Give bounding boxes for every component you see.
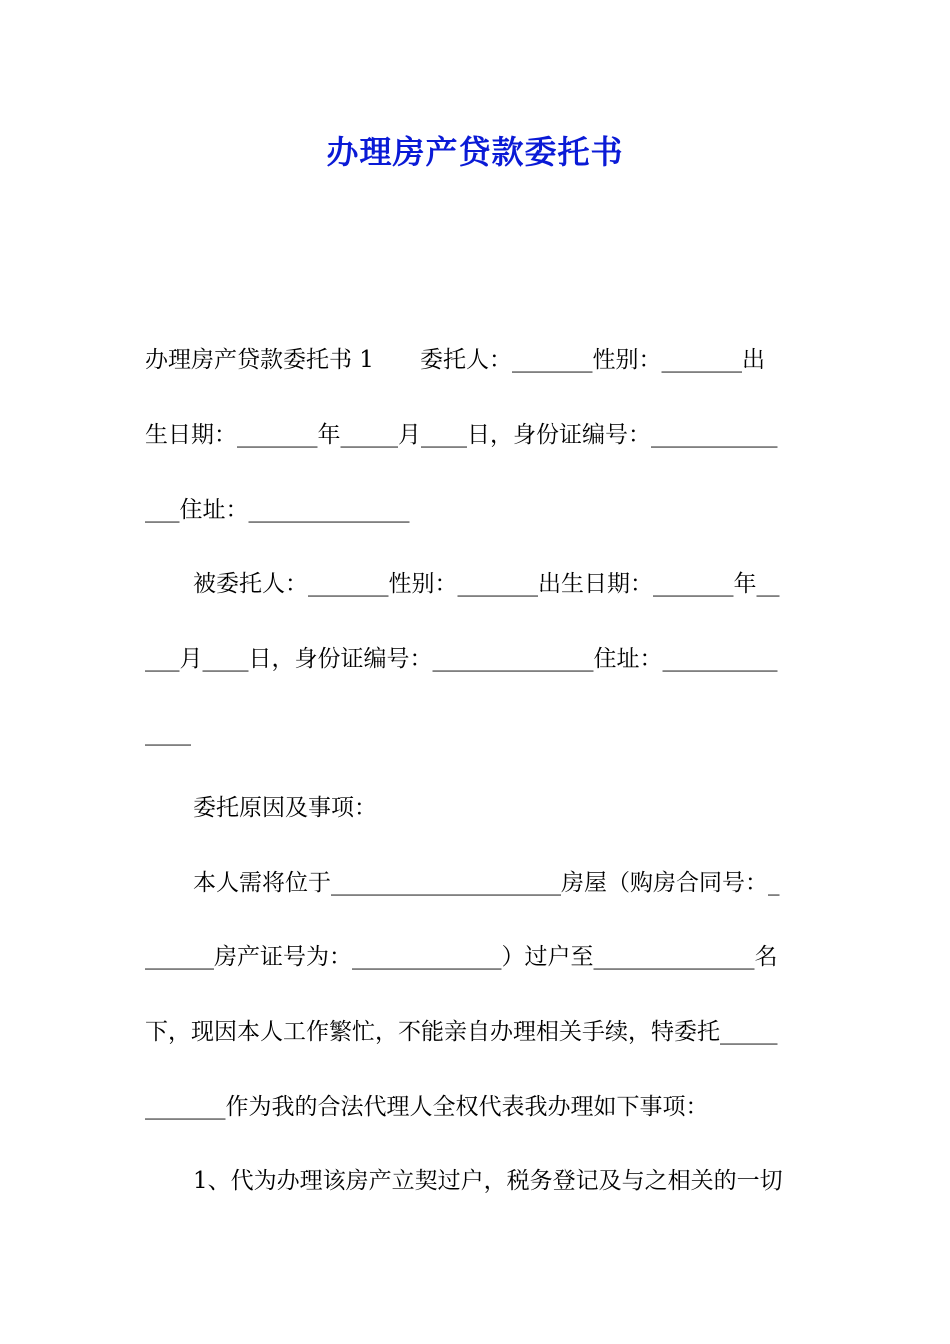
document-title: 办理房产贷款委托书	[326, 133, 624, 171]
text-line-1: 办理房产贷款委托书 1 委托人：_______性别：_______出	[145, 347, 765, 373]
text-line-5: ___月____日，身份证编号：______________住址：__________	[145, 646, 778, 672]
text-line-4: 被委托人：_______性别：_______出生日期：_______年__	[193, 571, 780, 597]
text-line-9: ______房产证号为：_____________）过户至______________名	[145, 944, 778, 970]
text-line-11: _______作为我的合法代理人全权代表我办理如下事项：	[145, 1094, 709, 1120]
text-line-12: 1、代为办理该房产立契过户，税务登记及与之相关的一切	[193, 1168, 783, 1194]
text-line-8: 本人需将位于____________________房屋（购房合同号：_	[193, 870, 780, 896]
text-line-10: 下，现因本人工作繁忙，不能亲自办理相关手续，特委托_____	[145, 1019, 778, 1045]
text-line-2: 生日期：_______年_____月____日，身份证编号：___________	[145, 422, 778, 448]
text-line-3: ___住址：______________	[145, 497, 410, 523]
text-line-7: 委托原因及事项：	[193, 795, 377, 821]
text-line-6: ____	[145, 720, 191, 746]
